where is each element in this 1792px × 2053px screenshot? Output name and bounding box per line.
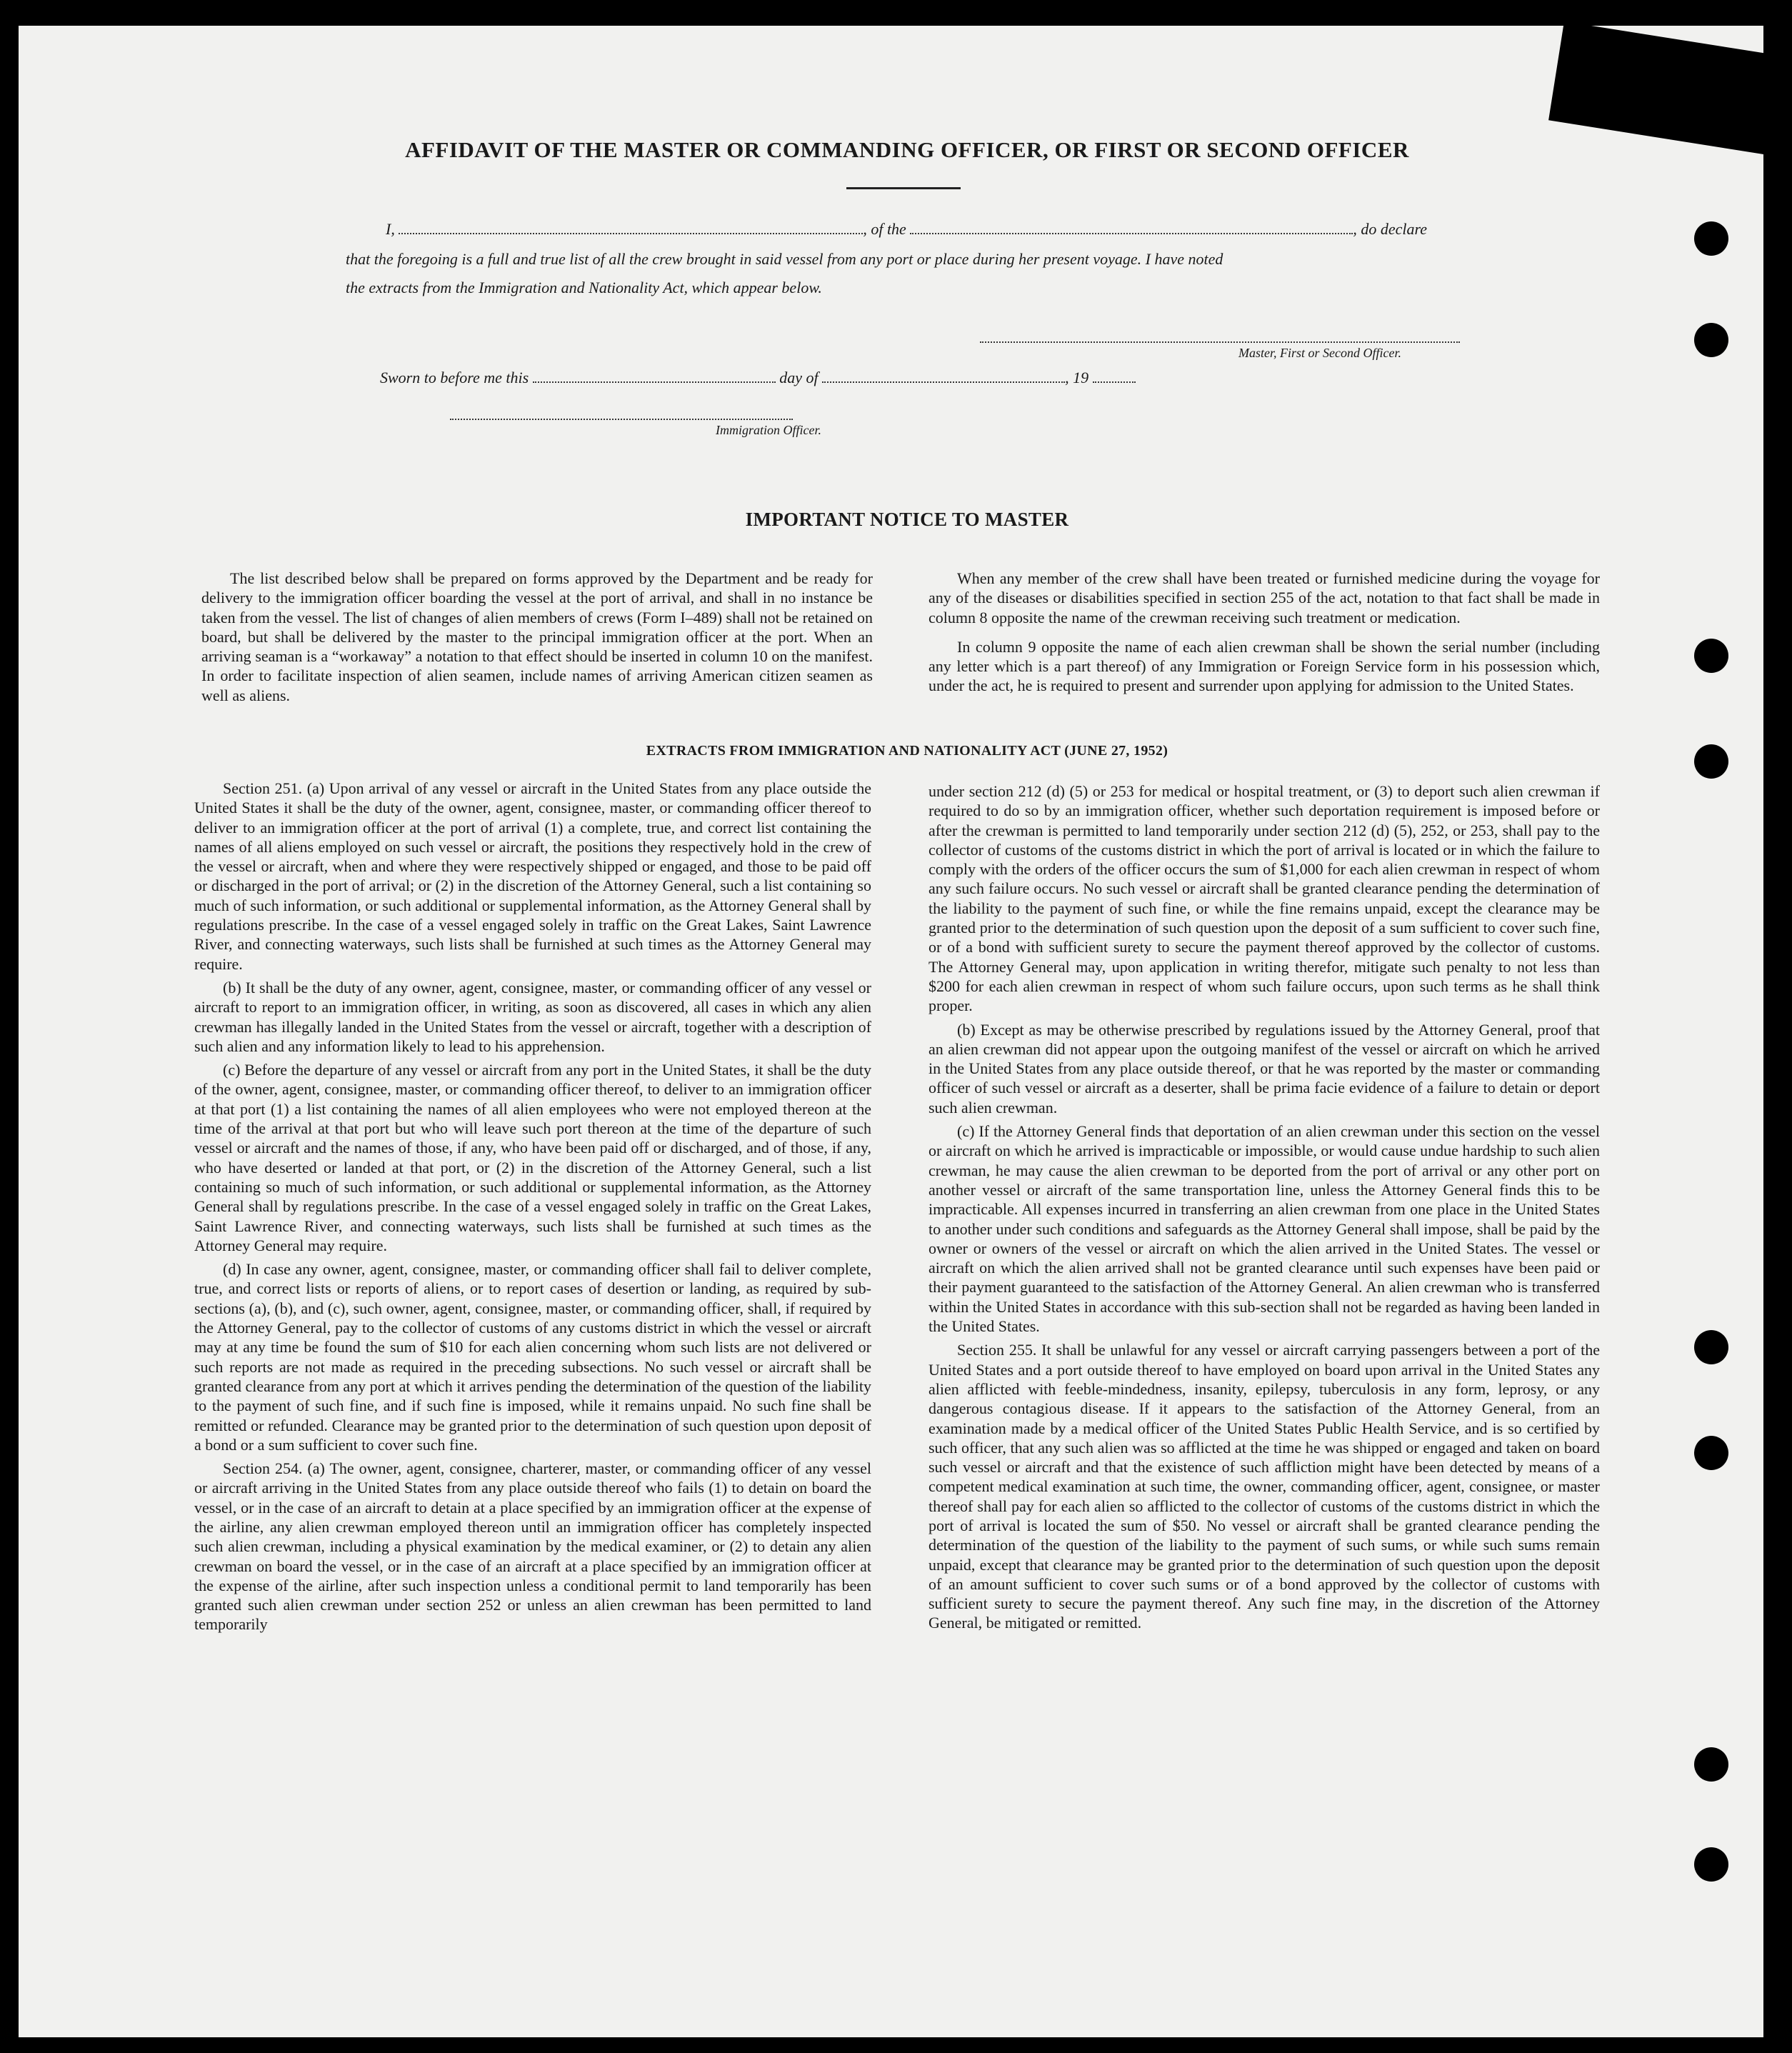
day-blank[interactable]: [533, 371, 776, 383]
binder-hole: [1694, 221, 1728, 256]
affidavit-title: AFFIDAVIT OF THE MASTER OR COMMANDING OFFICER, OR FIRST OR SECOND OFFICER: [405, 137, 1409, 162]
label-i: I,: [386, 220, 395, 238]
label-of-the: , of the: [863, 220, 906, 238]
extract-paragraph: under section 212 (d) (5) or 253 for medical or hospital treatment, or (3) to deport such alien crewman if required to do so by an immigration officer, whether such deportation requirement is imposed before or after the crewman is permitted to land temporarily under section 212 (d) (5), 252, or 253, shall pay to the collector of customs of the customs district in which the port of arrival is located or in which the failure to comply with the orders of the officer occurs the sum of $1,000 for each alien crewman in respect of whom any such failure occurs. No such vessel or aircraft shall be granted clearance pending the determination of the liability to the payment of such fine, or while the fine remains unpaid, except the clearance may be granted prior to the determination of such question upon the deposit of a sum sufficient to cover such fine, or of a bond with sufficient surety to secure the payment thereof approved by the collector of customs. The Attorney General may, upon application in writing therefor, mitigate such penalty to not less than $200 for each alien crewman in respect of whom such failure occurs, upon such terms as he shall think proper.: [928, 782, 1600, 1015]
label-year: , 19: [1065, 369, 1089, 386]
extract-paragraph: (b) It shall be the duty of any owner, agent, consignee, master, or commanding officer of any vessel or aircraft to report to an immigration officer, in writing, as soon as discovered, all cases in which any alien crewman has illegally landed in the United States from the vessel or aircraft, together with a description of such alien and any information likely to lead to his apprehension.: [194, 978, 871, 1055]
notice-right-column: [928, 569, 1600, 700]
extracts-heading: EXTRACTS FROM IMMIGRATION AND NATIONALITY ACT (JUNE 27, 1952): [646, 743, 1168, 759]
sworn-line: [380, 369, 1136, 387]
extract-paragraph: Section 254. (a) The owner, agent, consignee, charterer, master, or commanding officer of any vessel or aircraft arriving in the United States from any place outside thereof who fails (1) to detain on board the vessel, or in the case of an aircraft to detain at a place specified by an immigration officer at the expense of the airline, any alien crewman employed thereon until an immigration officer has completely inspected such alien crewman, including a physical examination by the medical examiner, or (2) to detain any alien crewman on board the vessel, or in the case of an aircraft at a place specified by an immigration officer at the expense of the airline, after such inspection unless a conditional permit to land temporarily has been granted such alien crewman under section 252 or unless an alien crewman has been permitted to land temporarily: [194, 1459, 871, 1634]
month-blank[interactable]: [822, 371, 1065, 383]
notice-right-paragraph-1: When any member of the crew shall have been treated or furnished medicine during the voyage for any of the diseases or disabilities specified in section 255 of the act, notation to that fact shall be made in column 8 opposite the name of the crewman receiving such treatment or medication.: [928, 569, 1600, 626]
label-do-declare: , do declare: [1353, 220, 1427, 238]
extract-paragraph: (b) Except as may be otherwise prescribed by regulations issued by the Attorney General, proof that an alien crewman did not appear upon the outgoing manifest of the vessel or aircraft on which he arrived in the United States from any place outside thereof, or that he was reported by the master or commanding officer of such vessel or aircraft as a deserter, shall be prima facie evidence of a failure to detain or deport such alien crewman.: [928, 1020, 1600, 1117]
binder-hole: [1694, 1747, 1728, 1782]
extracts-left-column: [194, 779, 871, 1639]
extract-paragraph: (d) In case any owner, agent, consignee, master, or commanding officer shall fail to deliver complete, true, and correct lists or reports of aliens, or to report cases of desertion or landing, as required by sub-sections (a), (b), and (c), such owner, agent, consignee, master, or commanding officer, shall, if required by the Attorney General, pay to the collector of customs of any customs district in which the vessel or aircraft may at any time be found the sum of $10 for each alien concerning whom such lists are not delivered or such reports are not made as required in the preceding subsections. No such vessel or aircraft shall be granted clearance from any port at which it arrives pending the determination of the question of the liability to the payment of such fine, and if such fine is imposed, while it remains unpaid. No such fine shall be remitted or refunded. Clearance may be granted prior to the determination of such question upon deposit of a bond or a sum sufficient to cover such fine.: [194, 1260, 871, 1454]
declaration-line: [386, 220, 1427, 239]
officer-signature-line[interactable]: [450, 419, 793, 420]
vessel-blank[interactable]: [910, 223, 1353, 234]
declaration-text-2: the extracts from the Immigration and Nationality Act, which appear below.: [346, 279, 822, 296]
master-caption: Master, First or Second Officer.: [1238, 346, 1401, 360]
label-sworn: Sworn to before me this: [380, 369, 529, 386]
extract-paragraph: (c) If the Attorney General finds that deportation of an alien crewman under this section on the vessel or aircraft on which he arrived is impracticable or impossible, or would cause undue hardship to such alien crewman, he may cause the alien crewman to be deported from the port of arrival or any other port on another vessel or aircraft of the same transportation line, unless the Attorney General finds this to be impracticable. All expenses incurred in transferring an alien crewman from one place in the United States to another under such conditions and safeguards as the Attorney General shall impose, shall be paid by the owner or owners of the vessel or aircraft on which the alien arrived in the United States. The vessel or aircraft on which the alien arrived shall not be granted clearance until such expenses have been paid or their payment guaranteed to the satisfaction of the Attorney General. An alien crewman who is transferred within the United States in accordance with this sub-section shall not be regarded as having been landed in the United States.: [928, 1122, 1600, 1336]
extracts-right-column: [928, 781, 1600, 1637]
extract-paragraph: Section 255. It shall be unlawful for any vessel or aircraft carrying passengers between a port of the United States and a port outside thereof to have employed on board upon arrival in the United States any alien afflicted with feeble-mindedness, insanity, epilepsy, tuberculosis in any form, leprosy, or any dangerous contagious disease. If it appears to the satisfaction of the Attorney General, from an examination made by a medical officer of the United States Public Health Service, and is so certified by such officer, that any such alien was so afflicted at the time he was shipped or engaged and taken on board such vessel or aircraft and that the existence of such affliction might have been detected by means of a competent medical examination at such time, the owner, commanding officer, agent, consignee, or master thereof shall pay for each alien so afflicted to the collector of customs of the customs district in which the port of arrival is located the sum of $50. No vessel or aircraft shall be granted clearance pending the determination of the question of the liability to the payment of such sums, or while such sums remain unpaid, except that clearance may be granted prior to the determination of such question upon the deposit of an amount sufficient to cover such sums or of a bond approved by the collector of customs with sufficient surety to secure the payment thereof. Any such fine may, in the discretion of the Attorney General, be mitigated or remitted.: [928, 1341, 1600, 1632]
extract-paragraph: (c) Before the departure of any vessel or aircraft from any port in the United States, it shall be the duty of the owner, agent, consignee, master, or commanding officer thereof, to deliver to an immigration officer at that port (1) a list containing the names of all alien employees who were not employed thereon at the time of the arrival at that port but who will leave such port thereon at the time of the departure of such vessel or aircraft and the names of those, if any, who have been paid off or discharged, and of those, if any, who have deserted or landed at that port, or (2) in the discretion of the Attorney General, such a list containing so much of such information, or such additional or supplemental information, as the Attorney General shall by regulations prescribe. In the case of a vessel engaged solely in traffic on the Great Lakes, Saint Lawrence River, and connecting waterways, such lists shall be furnished at such times as the Attorney General may require.: [194, 1061, 871, 1254]
name-blank[interactable]: [399, 223, 863, 234]
declaration-text-1: that the foregoing is a full and true list of all the crew brought in said vessel from any port or place during her present voyage. I have noted: [346, 250, 1223, 268]
officer-caption: Immigration Officer.: [716, 423, 821, 437]
notice-right-paragraph-2: In column 9 opposite the name of each alien crewman shall be shown the serial number (including any letter which is a part thereof) of any Immigration or Foreign Service form in his possession which, under the act, he is required to present and surrender upon applying for admission to the United States.: [928, 637, 1600, 695]
label-day-of: day of: [779, 369, 819, 386]
title-rule: [846, 187, 961, 189]
year-blank[interactable]: [1093, 371, 1136, 383]
notice-left-column: [201, 569, 873, 709]
extract-paragraph: Section 251. (a) Upon arrival of any vessel or aircraft in the United States from any place outside the United States it shall be the duty of the owner, agent, consignee, master, or commanding officer thereof to deliver to an immigration officer at the port of arrival (1) a complete, true, and correct list containing the names of all aliens employed on such vessel or aircraft, the positions they respectively hold in the crew of the vessel or aircraft, when and where they were respectively shipped or engaged, and those to be paid off or discharged in the port of arrival; or (2) in the discretion of the Attorney General, such a list containing so much of such information, or such additional or supplemental information, as the Attorney General shall by regulations prescribe. In the case of a vessel engaged solely in traffic on the Great Lakes, Saint Lawrence River, and connecting waterways, such lists shall be furnished at such times as the Attorney General may require.: [194, 779, 871, 973]
binder-hole: [1694, 639, 1728, 673]
binder-hole: [1694, 1436, 1728, 1470]
notice-left-paragraph: The list described below shall be prepared on forms approved by the Department and be ready for delivery to the immigration officer boarding the vessel at the port of arrival, and shall in no instance be taken from the vessel. The list of changes of alien members of crews (Form I–489) shall not be retained on board, but shall be delivered by the master to the principal immigration officer at the port. When an arriving seaman is a “workaway” a notation to that effect should be inserted in column 10 on the manifest. In order to facilitate inspection of alien seamen, include names of arriving American citizen seamen as well as aliens.: [201, 569, 873, 704]
binder-hole: [1694, 323, 1728, 357]
notice-heading: IMPORTANT NOTICE TO MASTER: [745, 509, 1069, 530]
binder-hole: [1694, 1847, 1728, 1882]
binder-hole: [1694, 1330, 1728, 1364]
binder-hole: [1694, 744, 1728, 779]
master-signature-line[interactable]: [980, 341, 1460, 343]
